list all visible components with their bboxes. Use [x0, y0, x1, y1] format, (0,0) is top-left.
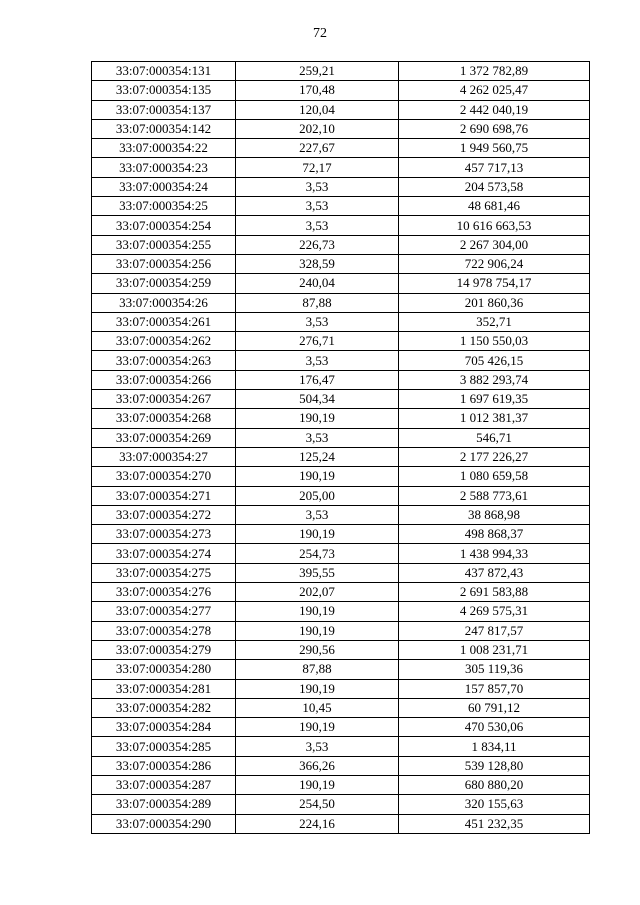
cadastral-value-cell: 2 691 583,88	[399, 583, 590, 602]
table-row	[92, 332, 590, 351]
cadastral-number-cell: 33:07:000354:279	[92, 640, 236, 659]
cadastral-number-cell: 33:07:000354:272	[92, 505, 236, 524]
cadastral-value-cell: 2 177 226,27	[399, 447, 590, 466]
cadastral-value-cell: 352,71	[399, 312, 590, 331]
table-row	[92, 525, 590, 544]
area-cell: 87,88	[236, 293, 399, 312]
table-row	[92, 158, 590, 177]
table-row	[92, 621, 590, 640]
cadastral-value-cell: 204 573,58	[399, 177, 590, 196]
cadastral-number-cell: 33:07:000354:273	[92, 525, 236, 544]
table-body	[92, 62, 590, 834]
table-row	[92, 447, 590, 466]
area-cell: 3,53	[236, 197, 399, 216]
cadastral-number-cell: 33:07:000354:261	[92, 312, 236, 331]
area-cell: 190,19	[236, 602, 399, 621]
table-row	[92, 640, 590, 659]
cadastral-number-cell: 33:07:000354:25	[92, 197, 236, 216]
table-row	[92, 544, 590, 563]
area-cell: 3,53	[236, 312, 399, 331]
cadastral-value-cell: 539 128,80	[399, 756, 590, 775]
cadastral-value-cell: 498 868,37	[399, 525, 590, 544]
area-cell: 190,19	[236, 775, 399, 794]
cadastral-value-cell: 1 834,11	[399, 737, 590, 756]
table-row	[92, 602, 590, 621]
cadastral-number-cell: 33:07:000354:137	[92, 100, 236, 119]
table-row	[92, 216, 590, 235]
cadastral-number-cell: 33:07:000354:287	[92, 775, 236, 794]
cadastral-value-cell: 10 616 663,53	[399, 216, 590, 235]
area-cell: 72,17	[236, 158, 399, 177]
cadastral-value-cell: 680 880,20	[399, 775, 590, 794]
cadastral-number-cell: 33:07:000354:254	[92, 216, 236, 235]
table-row	[92, 370, 590, 389]
page-number: 72	[313, 26, 327, 41]
cadastral-number-cell: 33:07:000354:271	[92, 486, 236, 505]
area-cell: 3,53	[236, 737, 399, 756]
table-row	[92, 486, 590, 505]
cadastral-number-cell: 33:07:000354:281	[92, 679, 236, 698]
cadastral-number-cell: 33:07:000354:22	[92, 139, 236, 158]
cadastral-value-cell: 2 442 040,19	[399, 100, 590, 119]
cadastral-value-cell: 60 791,12	[399, 698, 590, 717]
table-row	[92, 293, 590, 312]
area-cell: 3,53	[236, 351, 399, 370]
cadastral-number-cell: 33:07:000354:269	[92, 428, 236, 447]
cadastral-value-cell: 1 080 659,58	[399, 467, 590, 486]
area-cell: 3,53	[236, 505, 399, 524]
cadastral-number-cell: 33:07:000354:282	[92, 698, 236, 717]
table-row	[92, 660, 590, 679]
table-row	[92, 679, 590, 698]
table-row	[92, 312, 590, 331]
cadastral-value-cell: 722 906,24	[399, 254, 590, 273]
cadastral-number-cell: 33:07:000354:142	[92, 119, 236, 138]
area-cell: 254,73	[236, 544, 399, 563]
cadastral-value-cell: 157 857,70	[399, 679, 590, 698]
area-cell: 224,16	[236, 814, 399, 833]
cadastral-number-cell: 33:07:000354:276	[92, 583, 236, 602]
area-cell: 240,04	[236, 274, 399, 293]
cadastral-number-cell: 33:07:000354:256	[92, 254, 236, 273]
cadastral-number-cell: 33:07:000354:266	[92, 370, 236, 389]
area-cell: 125,24	[236, 447, 399, 466]
cadastral-number-cell: 33:07:000354:262	[92, 332, 236, 351]
area-cell: 190,19	[236, 621, 399, 640]
area-cell: 202,10	[236, 119, 399, 138]
table-row	[92, 351, 590, 370]
cadastral-value-cell: 457 717,13	[399, 158, 590, 177]
cadastral-value-cell: 201 860,36	[399, 293, 590, 312]
cadastral-number-cell: 33:07:000354:286	[92, 756, 236, 775]
cadastral-number-cell: 33:07:000354:274	[92, 544, 236, 563]
table-row	[92, 274, 590, 293]
area-cell: 190,19	[236, 467, 399, 486]
table-row	[92, 795, 590, 814]
table-row	[92, 718, 590, 737]
cadastral-value-cell: 1 438 994,33	[399, 544, 590, 563]
area-cell: 190,19	[236, 409, 399, 428]
cadastral-value-cell: 2 690 698,76	[399, 119, 590, 138]
table-row	[92, 775, 590, 794]
table-row	[92, 505, 590, 524]
area-cell: 202,07	[236, 583, 399, 602]
area-cell: 10,45	[236, 698, 399, 717]
cadastral-number-cell: 33:07:000354:275	[92, 563, 236, 582]
area-cell: 190,19	[236, 718, 399, 737]
cadastral-value-cell: 705 426,15	[399, 351, 590, 370]
cadastral-number-cell: 33:07:000354:259	[92, 274, 236, 293]
cadastral-number-cell: 33:07:000354:255	[92, 235, 236, 254]
cadastral-value-cell: 2 267 304,00	[399, 235, 590, 254]
area-cell: 395,55	[236, 563, 399, 582]
area-cell: 290,56	[236, 640, 399, 659]
table-row	[92, 428, 590, 447]
cadastral-value-cell: 48 681,46	[399, 197, 590, 216]
cadastral-number-cell: 33:07:000354:23	[92, 158, 236, 177]
cadastral-value-cell: 1 372 782,89	[399, 62, 590, 81]
area-cell: 205,00	[236, 486, 399, 505]
table-row	[92, 814, 590, 833]
area-cell: 170,48	[236, 81, 399, 100]
cadastral-value-cell: 1 008 231,71	[399, 640, 590, 659]
table-row	[92, 81, 590, 100]
cadastral-number-cell: 33:07:000354:135	[92, 81, 236, 100]
cadastral-value-cell: 546,71	[399, 428, 590, 447]
area-cell: 276,71	[236, 332, 399, 351]
area-cell: 190,19	[236, 679, 399, 698]
cadastral-number-cell: 33:07:000354:284	[92, 718, 236, 737]
area-cell: 120,04	[236, 100, 399, 119]
table-row	[92, 583, 590, 602]
table-row	[92, 177, 590, 196]
cadastral-value-cell: 3 882 293,74	[399, 370, 590, 389]
table-row	[92, 139, 590, 158]
cadastral-value-cell: 1 012 381,37	[399, 409, 590, 428]
cadastral-number-cell: 33:07:000354:24	[92, 177, 236, 196]
cadastral-number-cell: 33:07:000354:267	[92, 390, 236, 409]
area-cell: 504,34	[236, 390, 399, 409]
area-cell: 226,73	[236, 235, 399, 254]
cadastral-number-cell: 33:07:000354:26	[92, 293, 236, 312]
table-row	[92, 756, 590, 775]
cadastral-number-cell: 33:07:000354:277	[92, 602, 236, 621]
cadastral-value-cell: 1 150 550,03	[399, 332, 590, 351]
area-cell: 259,21	[236, 62, 399, 81]
cadastral-value-table	[91, 61, 590, 834]
cadastral-value-cell: 1 697 619,35	[399, 390, 590, 409]
cadastral-value-cell: 14 978 754,17	[399, 274, 590, 293]
area-cell: 3,53	[236, 216, 399, 235]
cadastral-number-cell: 33:07:000354:290	[92, 814, 236, 833]
area-cell: 328,59	[236, 254, 399, 273]
cadastral-number-cell: 33:07:000354:263	[92, 351, 236, 370]
table-row	[92, 100, 590, 119]
cadastral-value-cell: 4 269 575,31	[399, 602, 590, 621]
cadastral-number-cell: 33:07:000354:280	[92, 660, 236, 679]
cadastral-value-cell: 305 119,36	[399, 660, 590, 679]
area-cell: 3,53	[236, 428, 399, 447]
area-cell: 366,26	[236, 756, 399, 775]
cadastral-value-cell: 2 588 773,61	[399, 486, 590, 505]
table-row	[92, 235, 590, 254]
cadastral-number-cell: 33:07:000354:278	[92, 621, 236, 640]
cadastral-value-cell: 437 872,43	[399, 563, 590, 582]
cadastral-number-cell: 33:07:000354:270	[92, 467, 236, 486]
area-cell: 3,53	[236, 177, 399, 196]
table-row	[92, 390, 590, 409]
area-cell: 176,47	[236, 370, 399, 389]
table-row	[92, 197, 590, 216]
area-cell: 227,67	[236, 139, 399, 158]
area-cell: 190,19	[236, 525, 399, 544]
table-row	[92, 467, 590, 486]
cadastral-number-cell: 33:07:000354:285	[92, 737, 236, 756]
table-row	[92, 737, 590, 756]
cadastral-value-cell: 38 868,98	[399, 505, 590, 524]
cadastral-number-cell: 33:07:000354:27	[92, 447, 236, 466]
table-row	[92, 62, 590, 81]
table-row	[92, 254, 590, 273]
table-row	[92, 563, 590, 582]
table-row	[92, 409, 590, 428]
cadastral-value-cell: 247 817,57	[399, 621, 590, 640]
cadastral-number-cell: 33:07:000354:289	[92, 795, 236, 814]
area-cell: 87,88	[236, 660, 399, 679]
cadastral-value-cell: 320 155,63	[399, 795, 590, 814]
cadastral-value-cell: 451 232,35	[399, 814, 590, 833]
table-row	[92, 119, 590, 138]
cadastral-number-cell: 33:07:000354:131	[92, 62, 236, 81]
cadastral-value-cell: 1 949 560,75	[399, 139, 590, 158]
cadastral-value-cell: 470 530,06	[399, 718, 590, 737]
table-row	[92, 698, 590, 717]
area-cell: 254,50	[236, 795, 399, 814]
cadastral-number-cell: 33:07:000354:268	[92, 409, 236, 428]
cadastral-value-cell: 4 262 025,47	[399, 81, 590, 100]
